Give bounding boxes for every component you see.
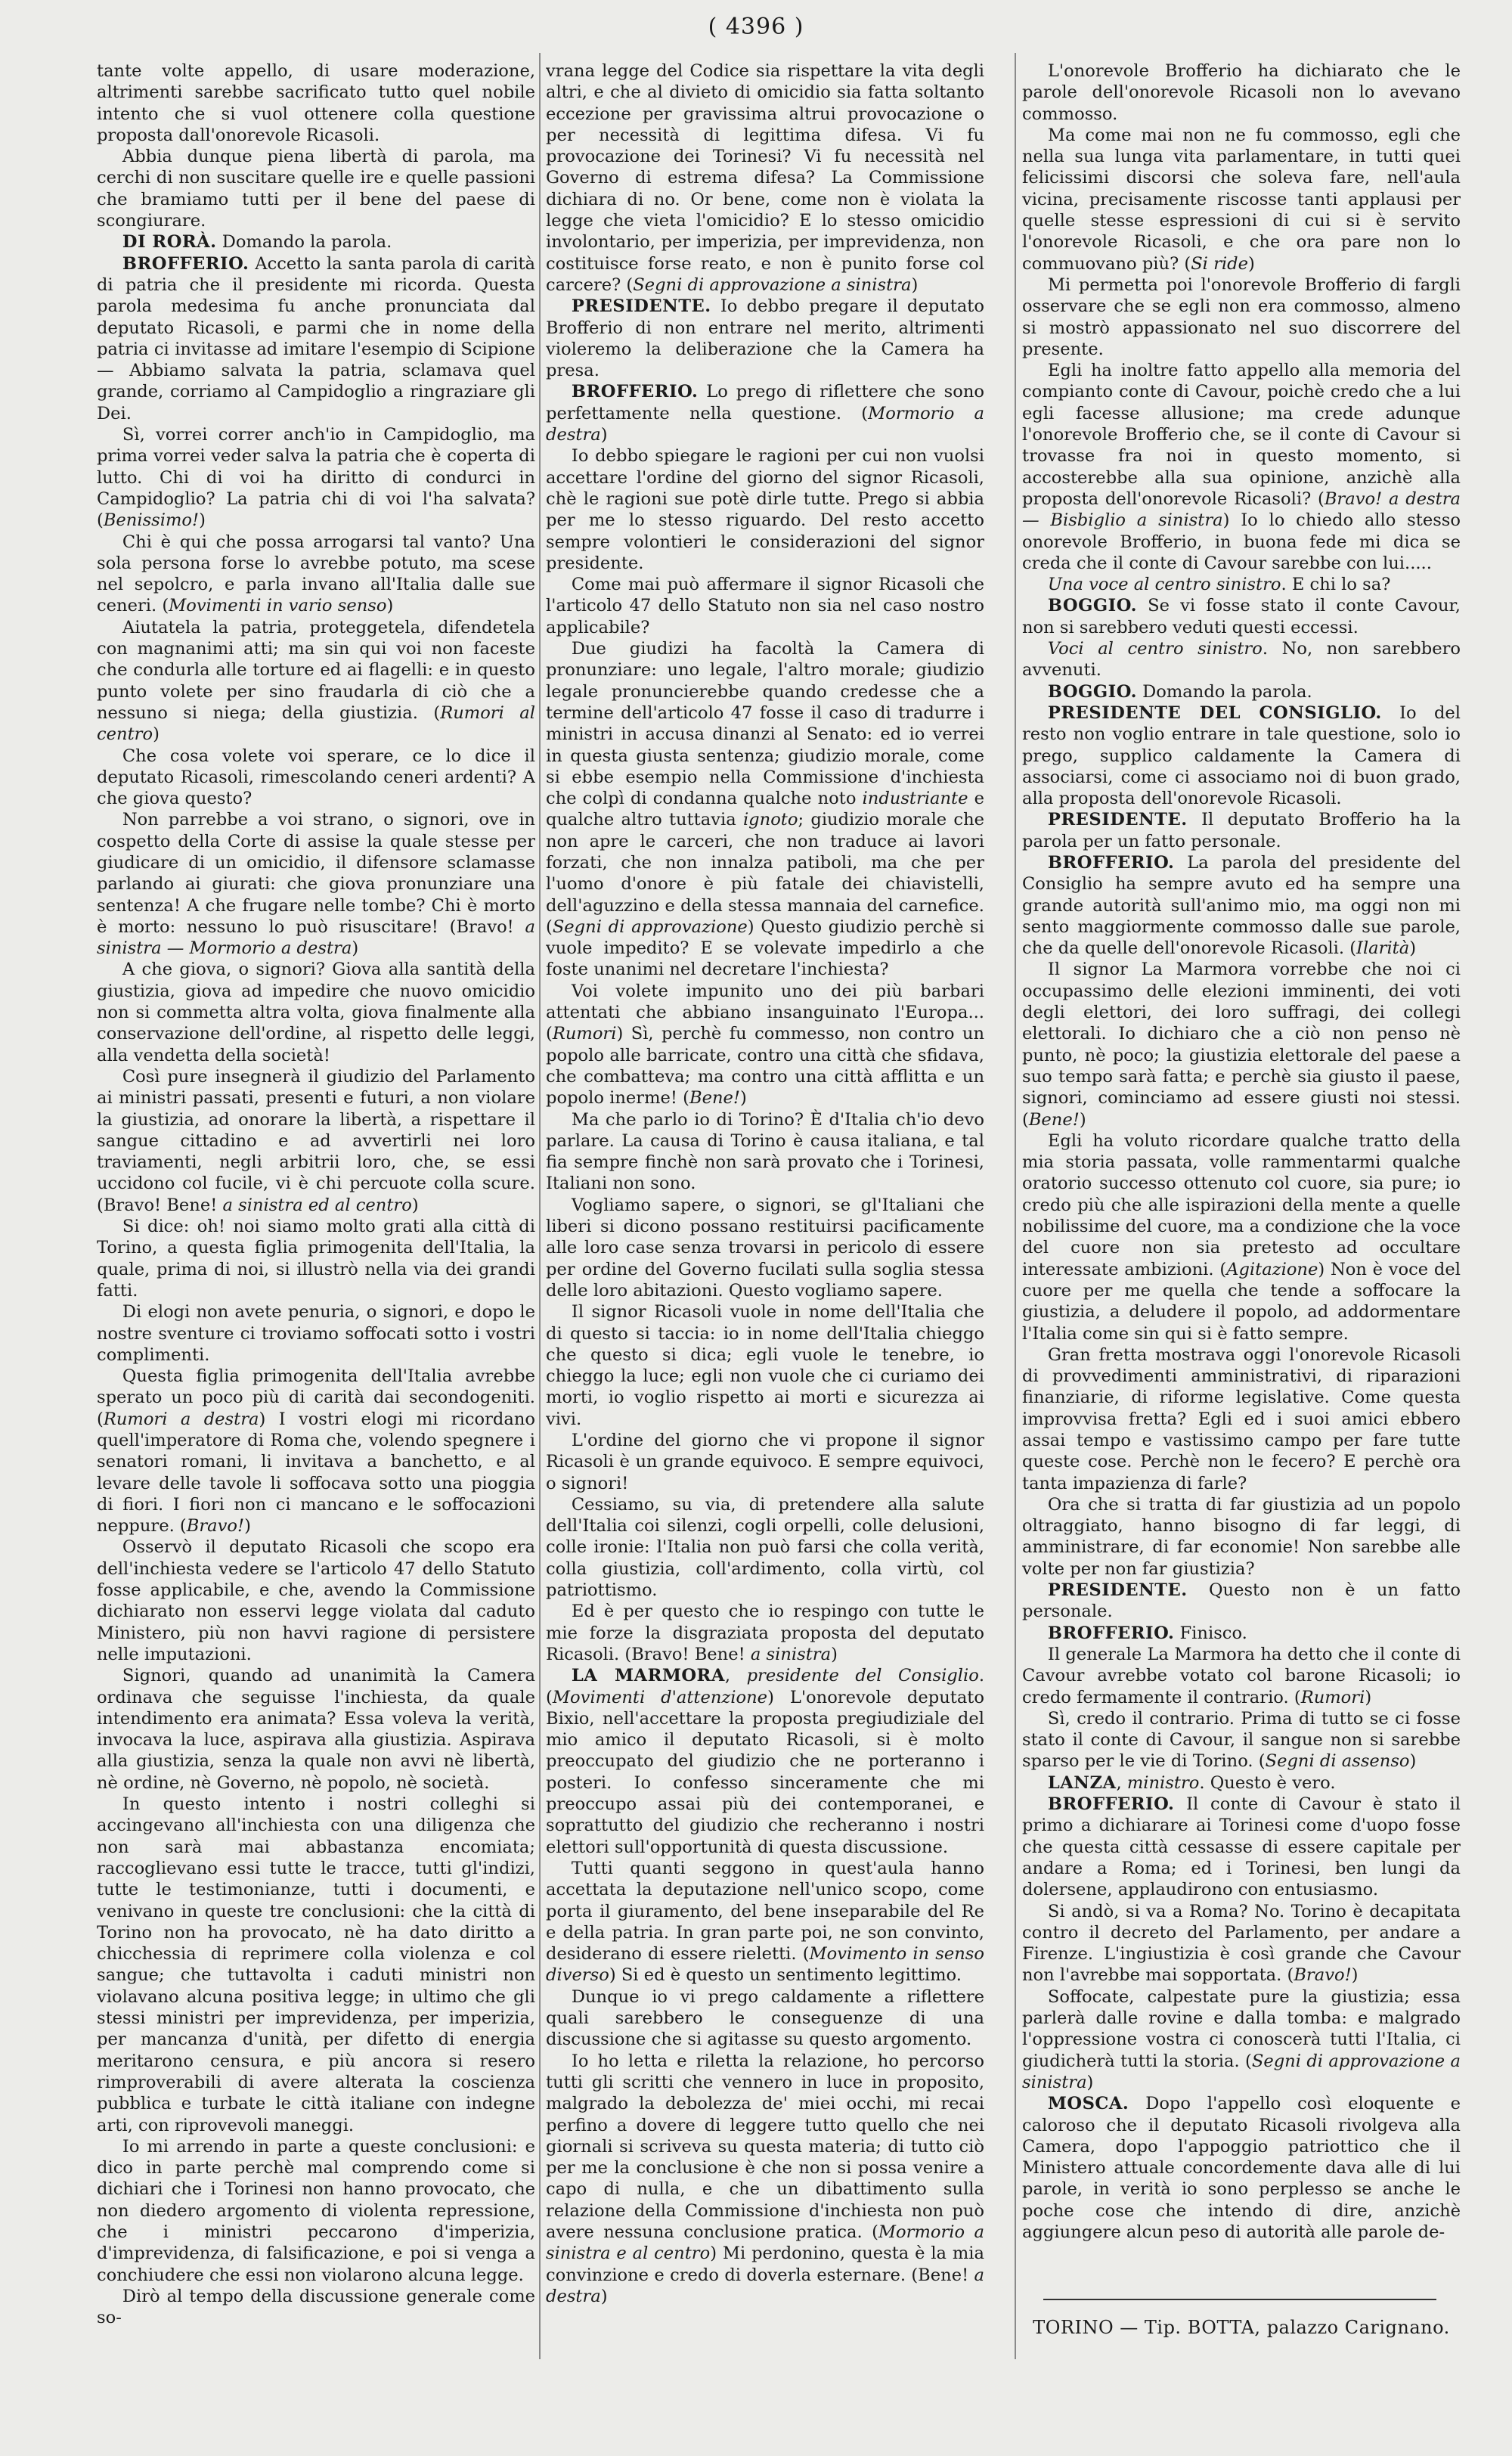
speaker-name: LA MARMORA <box>571 1666 725 1686</box>
paragraph-text: , <box>1116 1772 1127 1793</box>
paragraph <box>97 1665 535 1794</box>
paragraph <box>546 445 984 574</box>
paragraph <box>546 638 984 981</box>
paragraph-text: ; giudizio morale che non apre le carceri, che non traduce ai lavori forzati, che non innalza patiboli, ma che per l'uomo d'onore è più fatale dei chiavistelli, dell'aguzzino e della stessa mannaia del carnefice. ( <box>546 810 984 937</box>
paragraph-text: ) <box>1409 1751 1417 1772</box>
paragraph <box>1022 360 1461 574</box>
paragraph <box>97 1366 535 1537</box>
paragraph-text: Abbia dunque piena libertà di parola, ma cerchi di non suscitare quelle ire e quelle passioni che bramiamo tutti per il bene del paese di scongiurare. <box>97 147 535 231</box>
paragraph-text: Due giudizi ha facoltà la Camera di pronunziare: uno legale, l'altro morale; giudizio legale pronuncierebbe quando credesse che a termine dell'articolo 47 fosse il caso di tradurre i ministri in accusa dinanzi al Senato: ed io verrei in questa giusta sentenza; giudizio morale, come si ebbe esempio nella Commissione d'inchiesta che colpì di condanna qualche noto <box>546 639 984 809</box>
paragraph-text: , <box>724 1666 747 1686</box>
paragraph <box>1022 1772 1461 1794</box>
paragraph <box>1022 1986 1461 2093</box>
stage-direction: Mormorio a destra <box>546 403 984 445</box>
paragraph-text: ) <box>1247 253 1255 274</box>
paragraph-text: Dirò al tempo della discussione generale come so- <box>97 2286 535 2328</box>
stage-direction: Bene! <box>1028 1109 1080 1130</box>
paragraph <box>546 1494 984 1601</box>
speaker-name: BROFFERIO. <box>1047 852 1175 873</box>
paragraph <box>1022 2093 1461 2243</box>
paragraph-text: Io debbo pregare il deputato Brofferio di non entrare nel merito, altrimenti violeremo la deliberazione che la Camera ha presa. <box>546 296 984 381</box>
paragraph <box>97 959 535 1065</box>
paragraph <box>97 424 535 531</box>
paragraph-text: Io mi arrendo in parte a queste conclusioni: e dico in parte perchè mal comprendo come si dichiari che i Torinesi non hanno provocato, che non diedero argomento di violenta repressione, che i ministri peccarono d'imperizia, d'imprevidenza, di falsificazione, e poi si venga a conchiudere che essi non violarono alcuna legge. <box>97 2136 535 2285</box>
paragraph-text: ) <box>386 596 394 616</box>
paragraph <box>1022 1708 1461 1772</box>
paragraph-text: Questo non è un fatto personale. <box>1022 1580 1461 1622</box>
stage-direction: presidente del Consiglio <box>746 1666 979 1686</box>
paragraph-text: ) Si ed è questo un sentimento legittimo. <box>609 1965 962 1986</box>
speaker-name: BROFFERIO. <box>122 253 249 274</box>
speaker-name: BROFFERIO. <box>1047 1623 1175 1643</box>
speaker-name: PRESIDENTE DEL CONSIGLIO. <box>1047 702 1382 723</box>
paragraph <box>97 1537 535 1665</box>
paragraph-text: ) Mi perdonino, questa è la mia convinzione e credo di doverla esternare. (Bene! <box>546 2244 984 2285</box>
paragraph-text: Il conte di Cavour è stato il primo a dichiarare ai Torinesi come d'uopo fosse che questa città cessasse di essere capitale per andare a Roma; ed i Torinesi, ben lungi da dolersene, applaudirono con entusiasmo. <box>1022 1794 1461 1900</box>
paragraph-text: ) <box>911 274 919 295</box>
paragraph-text: vrana legge del Codice sia rispettare la vita degli altri, e che al divieto di omicidio sia fatta soltanto eccezione per gravissima altrui provocazione o per necessità di legittima difesa. Vi fu provocazione dei Torinesi? Vi fu necessità nel Governo di estrema difesa? La Commissione dichiara di no. Or bene, come non è violata la legge che vieta l'omicidio? E lo stesso omicidio involontario, per imperizia, per imprevidenza, non costituisce forse reato, e non è punito forse col carcere? ( <box>546 61 984 295</box>
stage-direction: Bene! <box>689 1088 740 1109</box>
paragraph <box>1022 638 1461 681</box>
paragraph-text: Tutti quanti seggono in quest'aula hanno accettata la deputazione nell'unico scopo, come porta il giuramento, del bene inseparabile del Re e della patria. In gran parte poi, ne son convinto, desiderano di essere rieletti. ( <box>546 1858 984 1964</box>
stage-direction: Segni di approvazione <box>552 916 748 937</box>
paragraph-text: Accetto la santa parola di carità di patria che il presidente mi ricorda. Questa parola medesima fu anche pronunciata dal deputato Ricasoli, e parmi che in nome della patria ci invitasse ad imitare l'esempio di Scipione — Abbiamo salvata la patria, sclamava quel grande, corriamo al Campidoglio a ringraziare gli Dei. <box>97 253 535 423</box>
paragraph <box>1022 1794 1461 1900</box>
stage-direction: Rumori al centro <box>97 702 535 745</box>
paragraph-text: Vogliamo sapere, o signori, se gl'Italiani che liberi si dicono possano restituirsi pacificamente alle loro case senza trovarsi in pericolo di essere per ordine del Governo fucilati sulla soglia stessa delle loro abitazioni. Questo vogliamo sapere. <box>546 1195 984 1301</box>
stage-direction: Agitazione <box>1226 1259 1318 1279</box>
speaker-name: MOSCA. <box>1047 2094 1129 2114</box>
paragraph <box>1022 125 1461 274</box>
paragraph <box>97 2286 535 2329</box>
paragraph <box>1022 1494 1461 1580</box>
speaker-name: BROFFERIO. <box>1047 1794 1175 1815</box>
paragraph <box>97 231 535 253</box>
paragraph-text: Io del resto non voglio entrare in tale questione, solo io prego, supplico caldamente la Camera di associarsi, come ci associamo noi di buon grado, alla proposta dell'onorevole Ricasoli. <box>1022 702 1461 809</box>
paragraph-text: Ora che si tratta di far giustizia ad un popolo oltraggiato, hanno bisogno di far leggi, di amministrare, di far economie! Non sarebbe alle volte per non far giustizia? <box>1022 1494 1461 1579</box>
paragraph <box>1022 1623 1461 1644</box>
stage-direction: Bravo! <box>1294 1965 1352 1986</box>
paragraph-text: ) <box>153 724 160 745</box>
stage-direction: Movimenti in vario senso <box>169 596 387 616</box>
stage-direction: Si ride <box>1191 253 1248 274</box>
paragraph-text: Soffocate, calpestate pure la giustizia; essa parlerà dalle rovine e dalla tomba: e malgrado l'oppressione vostra ci conoscerà tutti l'Italia, ci giudicherà tutti la storia. ( <box>1022 1986 1461 2071</box>
stage-direction: Rumori <box>1300 1687 1365 1707</box>
paragraph <box>546 2051 984 2308</box>
paragraph <box>1022 809 1461 852</box>
paragraph-text: Ma che parlo io di Torino? È d'Italia ch'io devo parlare. La causa di Torino è causa italiana, e tal fia sempre finchè non sarà provato che i Torinesi, Italiani non sono. <box>546 1109 984 1194</box>
paragraph <box>1022 574 1461 595</box>
paragraph-text: ) L'onorevole deputato Bixio, nell'accettare la proposta pregiudiziale del mio amico il deputato Ricasoli, si è molto preoccupato del giudizio che ne porteranno i posteri. Io confesso sinceramente che mi preoccupo assai più dei contemporanei, e soprattutto del giudizio che recheranno i nostri elettori sull'opportunità di questa discussione. <box>546 1687 984 1857</box>
stage-direction: Rumori <box>552 1024 617 1044</box>
paragraph <box>1022 1130 1461 1344</box>
paragraph <box>546 296 984 381</box>
paragraph-text: Egli ha voluto ricordare qualche tratto della mia storia passata, volle rammentarmi qualche oratorio successo ottenuto col cuore, sia pure; io credo più che alle ispirazioni della mente a quelle nobilissime del cuore, ma a condizione che la voce del cuore non sia pretesto ad occultare interessate ambizioni. ( <box>1022 1130 1461 1279</box>
paragraph-text: Aiutatela la patria, proteggetela, difendetela con magnanimi atti; ma sin qui voi non faceste che condurla alle torture ed ai flagelli: e in questo punto volete per sino fraudarla di ciò che a nessuno si niega; della giustizia. ( <box>97 617 535 723</box>
paragraph-text: Egli ha inoltre fatto appello alla memoria del compianto conte di Cavour, poichè credo che a lui egli facesse allusione; ma crede adunque l'onorevole Brofferio che, se il conte di Cavour si trovasse fra noi in questo momento, si accosterebbe alla sua opinione, anzichè alla proposta dell'onorevole Ricasoli? ( <box>1022 361 1461 509</box>
paragraph <box>546 381 984 445</box>
paragraph-text: ) Sì, perchè fu commesso, non contro un popolo alle barricate, contro una città che sfidava, che combatteva; ma contro una città afflitta e un popolo inerme! ( <box>546 1024 984 1109</box>
stage-direction: a sinistra <box>750 1644 832 1664</box>
paragraph-text: ) <box>739 1088 747 1109</box>
paragraph-text: ) I vostri elogi mi ricordano quell'imperatore di Roma che, volendo spegnere i senatori romani, li invitava a banchetto, e al levare delle tavole li soffocava sotto una pioggia di fiori. I fiori non ci mancano e le soffocazioni neppure. ( <box>97 1409 535 1537</box>
column-divider-2 <box>1015 53 1016 2359</box>
paragraph <box>546 1430 984 1494</box>
paragraph-text: L'ordine del giorno che vi propone il signor Ricasoli è un grande equivoco. E sempre equivoci, o signori! <box>546 1431 984 1493</box>
paragraph-text: Si dice: oh! noi siamo molto grati alla città di Torino, a questa figlia primogenita dell'Italia, la quale, prima di noi, si illustrò nella via dei grandi fatti. <box>97 1217 535 1301</box>
paragraph-text: ) <box>1351 1965 1359 1986</box>
paragraph <box>97 1301 535 1366</box>
paragraph <box>1022 852 1461 959</box>
text-column-right <box>1022 60 1461 2412</box>
paragraph <box>97 60 535 146</box>
paragraph-text: ) <box>411 1195 419 1215</box>
stage-direction: Rumori a destra <box>103 1409 259 1429</box>
paragraph-text: Mi permetta poi l'onorevole Brofferio di fargli osservare che se egli non era commosso, almeno si mostrò appassionato nel suo discorrere del presente. <box>1022 274 1461 359</box>
paragraph-text: Voi volete impunito uno dei più barbari attentati che abbiano insanguinato l'Europa... ( <box>546 981 984 1044</box>
paragraph-text: . ( <box>546 1666 984 1707</box>
paragraph-text: ) <box>199 510 206 531</box>
paragraph-text: e qualche altro tuttavia <box>546 789 984 830</box>
paragraph-text: . No, non sarebbero avvenuti. <box>1022 639 1461 681</box>
paragraph <box>97 1066 535 1216</box>
paragraph-text: ) <box>1079 1109 1086 1130</box>
speaker-name: PRESIDENTE. <box>1047 1580 1188 1601</box>
paragraph-text: ) Io lo chiedo allo stesso onorevole Brofferio, in buona fede mi dica se creda che il conte di Cavour sarebbe con lui..... <box>1022 510 1461 573</box>
stage-direction: Movimento in senso diverso <box>546 1944 984 1986</box>
paragraph-text: A che giova, o signori? Giova alla santità della giustizia, giova ad impedire che nuovo omicidio non si commetta altra volta, giova finalmente alla conservazione dell'ordine, al rispetto delle leggi, alla vendetta della società! <box>97 960 535 1065</box>
paragraph <box>97 253 535 424</box>
paragraph-text: Sì, credo il contrario. Prima di tutto se ci fosse stato il conte di Cavour, il sangue non si sarebbe sparso per le vie di Torino. ( <box>1022 1708 1461 1772</box>
paragraph-text: Dunque io vi prego caldamente a riflettere quali sarebbero le conseguenze di una discussione che si agitasse su questo argomento. <box>546 1986 984 2050</box>
column-divider-1 <box>539 53 541 2359</box>
paragraph <box>1022 60 1461 125</box>
paragraph-text: L'onorevole Brofferio ha dichiarato che le parole dell'onorevole Ricasoli non lo avevano commosso. <box>1022 61 1461 124</box>
stage-direction: Ilarità <box>1356 938 1410 959</box>
paragraph <box>546 1109 984 1195</box>
paragraph <box>1022 1580 1461 1623</box>
paragraph <box>546 1601 984 1665</box>
paragraph-text: In questo intento i nostri colleghi si accingevano all'inchiesta con una diligenza che non sarà mai abbastanza encomiata; raccoglievano essi tutte le tracce, tutti gl'indizi, tutte le testimonianze, tutti i documenti, e venivano in queste tre conclusioni: che la città di Torino non ha provocato, nè ha dato diritto a chicchessia di reprimere colla violenza e col sangue; che tuttavolta i caduti ministri non violavano alcuna positiva legge; in ultimo che gli stessi ministri per imprevidenza, per imperizia, per mancanza d'unità, per difetto di energia meritarono censura, e più ancora si resero rimproverabili di avere alterata la coscienza pubblica e turbate le città italiane con indegne arti, con riprovevoli maneggi. <box>97 1794 535 2135</box>
paragraph-text: ) <box>600 2286 608 2306</box>
paragraph <box>97 2136 535 2286</box>
stage-direction: Movimenti d'attenzione <box>552 1687 768 1707</box>
stage-direction: Bravo! a destra — Bisbiglio a sinistra <box>1022 488 1461 531</box>
page-number: ( 4396 ) <box>708 14 804 40</box>
paragraph <box>97 532 535 617</box>
paragraph <box>97 146 535 231</box>
paragraph-text: Di elogi non avete penuria, o signori, e dopo le nostre sventure ci troviamo soffocati sotto i vostri complimenti. <box>97 1302 535 1365</box>
speaker-name: BOGGIO. <box>1047 596 1137 616</box>
paragraph-text: Gran fretta mostrava oggi l'onorevole Ricasoli di provvedimenti amministrativi, di riparazioni finanziarie, di riforme legislative. Come questa improvvisa fretta? Egli ed i suoi amici ebbero assai tempo e vastissimo campo per fare tutte queste cose. Perchè non le fecero? E perchè ora tanta impazienza di farle? <box>1022 1344 1461 1493</box>
speaker-name: PRESIDENTE. <box>571 296 711 317</box>
speaker-name: BOGGIO. <box>1047 681 1137 702</box>
paragraph-text: Ed è per questo che io respingo con tutte le mie forze la disgraziata proposta del deputato Ricasoli. (Bravo! Bene! <box>546 1602 984 1664</box>
paragraph-text: Domando la parola. <box>216 232 392 253</box>
paragraph-text: Lo prego di riflettere che sono perfettamente nella questione. ( <box>546 382 984 423</box>
paragraph <box>1022 1644 1461 1708</box>
paragraph <box>546 1301 984 1430</box>
paragraph-text: Sì, vorrei correr anch'io in Campidoglio, ma prima vorrei veder salva la patria che è coperta di lutto. Chi di voi ha diritto di condurci in Campidoglio? La patria chi di voi l'ha salvata? ( <box>97 425 535 531</box>
paragraph-text: ) Non è voce del cuore per me quella che tende a soffocare la giustizia, a deludere il popolo, ad addormentare l'Italia come sin qui si è fatto sempre. <box>1022 1259 1461 1344</box>
paragraph-text: Come mai può affermare il signor Ricasoli che l'articolo 47 dello Statuto non sia nel caso nostro applicabile? <box>546 575 984 637</box>
paragraph-text: Non parrebbe a voi strano, o signori, ove in cospetto della Corte di assise la quale stesse per giudicare di un omicidio, il difensore sclamasse parlando ai giurati: che giova pronunziare una sentenza! A che frugare nelle tombe? Chi è morto è morto: nessuno lo può risuscitare! (Bravo! <box>97 810 535 937</box>
paragraph-text: Dopo l'appello così eloquente e caloroso che il deputato Ricasoli rivolgeva alla Camera, dopo l'appoggio patriottico che il Ministero attuale concordemente dava alle di lui parole, in verità io sono perplesso se anche le poche cose che intendo di dire, anzichè aggiungere alcun peso di autorità alle parole de- <box>1022 2094 1461 2242</box>
paragraph <box>546 1858 984 1986</box>
speaker-name: BROFFERIO. <box>571 382 699 402</box>
stage-direction: Bravo! <box>186 1516 245 1537</box>
paragraph-text: ) <box>1365 1687 1372 1707</box>
stage-direction: a sinistra ed al centro <box>222 1195 412 1215</box>
stage-direction: Una voce al centro sinistro <box>1047 575 1281 595</box>
paragraph-text: Che cosa volete voi sperare, ce lo dice il deputato Ricasoli, rimescolando ceneri ardenti? A che giova questo? <box>97 746 535 809</box>
paragraph-text: Cessiamo, su via, di pretendere alla salute dell'Italia coi silenzi, cogli orpelli, colle delusioni, colle ironie: l'Italia non può farsi che colla verità, colla giustizia, coll'ardimento, colla virtù, col patriottismo. <box>546 1494 984 1601</box>
paragraph <box>1022 959 1461 1130</box>
stage-direction: industriante <box>862 789 968 809</box>
paragraph-text: ) <box>831 1644 838 1664</box>
paragraph <box>1022 274 1461 360</box>
paragraph-text: . E chi lo sa? <box>1281 575 1391 595</box>
paragraph <box>546 1195 984 1301</box>
paragraph <box>546 60 984 296</box>
paragraph-text: Il generale La Marmora ha detto che il conte di Cavour avrebbe votato col barone Ricasoli; io credo fermamente il contrario. ( <box>1022 1644 1461 1707</box>
imprint-rule <box>1043 2299 1436 2300</box>
stage-direction: Benissimo! <box>103 510 200 531</box>
paragraph-text: Il signor La Marmora vorrebbe che noi ci occupassimo delle elezioni imminenti, dei voti degli elettori, dei loro suffragi, dei collegi elettorali. Io dichiaro che a ciò non penso nè punto, nè poco; la giustizia elettorale del paese a suo tempo sarà fatta; e perchè sia giusto il paese, signori, cominciamo ad essere giusti noi stessi. ( <box>1022 960 1461 1130</box>
paragraph <box>97 746 535 810</box>
paragraph-text: ) <box>352 938 359 959</box>
paragraph <box>97 1216 535 1301</box>
paragraph <box>97 617 535 746</box>
paragraph-text: Osservò il deputato Ricasoli che scopo era dell'inchiesta vedere se l'articolo 47 dello Statuto fosse applicabile, e che, avendo la Commissione dichiarato non esservi legge violata dal caduto Ministero, più non havvi ragione di persistere nelle imputazioni. <box>97 1537 535 1664</box>
paragraph <box>1022 1901 1461 1986</box>
stage-direction: a destra <box>546 2265 984 2306</box>
paragraph-text: Domando la parola. <box>1136 681 1312 702</box>
speaker-name: DI RORÀ. <box>122 232 217 253</box>
paragraph <box>1022 702 1461 809</box>
paragraph-text: Signori, quando ad unanimità la Camera ordinava che seguisse l'inchiesta, da quale intendimento era animata? Essa voleva la verità, invocava la luce, aspirava alla giustizia. Aspirava alla giustizia, senza la quale non avvi nè libertà, nè ordine, nè Governo, nè popolo, nè società. <box>97 1666 535 1793</box>
paragraph-text: ) <box>1086 2072 1094 2092</box>
stage-direction: Segni di assenso <box>1265 1751 1410 1772</box>
paragraph <box>546 574 984 638</box>
text-column-left <box>97 60 535 2412</box>
paragraph-text: ) <box>1409 938 1417 959</box>
text-column-middle <box>546 60 984 2412</box>
paragraph-text: Così pure insegnerà il giudizio del Parlamento ai ministri passati, presenti e futuri, a non violare la giustizia, ad onorare la libertà, a rispettare il sangue cittadino e ad avvertirli nei loro traviamenti, negli arbitrii loro, che, se essi uccidono col fucile, vi è chi percuote colla scure. (Bravo! Bene! <box>97 1066 535 1215</box>
paragraph-text: ) Questo giudizio perchè si vuole impedito? E se volevate impedirlo a che foste unanimi nel decretare l'inchiesta? <box>546 916 984 980</box>
paragraph-text: Il signor Ricasoli vuole in nome dell'Italia che di questo si taccia: io in nome dell'Italia chieggo che questo si dica; egli vuole le tenebre, io chieggo la luce; egli non vuole che ci curiamo dei morti, io voglio rispetto ai morti e sicurezza ai vivi. <box>546 1302 984 1429</box>
paragraph <box>1022 681 1461 702</box>
stage-direction: Voci al centro sinistro <box>1047 639 1263 659</box>
paragraph-text: Questa figlia primogenita dell'Italia avrebbe sperato un poco più di carità dai secondogeniti. ( <box>97 1366 535 1429</box>
paragraph-text: La parola del presidente del Consiglio ha sempre avuto ed ha sempre una grande autorità sull'animo mio, ma oggi non mi sento maggiormente commosso dalle sue parole, che da quelle dell'onorevole Ricasoli. ( <box>1022 852 1461 959</box>
paragraph-text: Io ho letta e riletta la relazione, ho percorso tutti gli scritti che vennero in luce in proposito, malgrado la debolezza de' miei occhi, mi recai perfino a dovere di leggere tutto quello che nei giornali si scriveva su questa materia; di tutto ciò per me la conclusione è che non si possa venire a capo di nulla, e che un dibattimento sulla relazione della Commissione d'inchiesta non può avere nessuna conclusione pratica. ( <box>546 2051 984 2242</box>
paragraph-text: Ma come mai non ne fu commosso, egli che nella sua lunga vita parlamentare, in tutti quei felicissimi discorsi che soleva fare, nell'aula vicina, precisamente riscosse tanti applausi per quelle stesse espressioni di cui si è servito l'onorevole Ricasoli, e che ora pare non lo commuovano più? ( <box>1022 125 1461 274</box>
paragraph-text: Si andò, si va a Roma? No. Torino è decapitata contro il decreto del Parlamento, per andare a Firenze. L'ingiustizia è così grande che Cavour non l'avrebbe mai sopportata. ( <box>1022 1901 1461 1986</box>
paragraph <box>1022 1344 1461 1494</box>
paragraph <box>546 1665 984 1858</box>
paragraph-text: Chi è qui che possa arrogarsi tal vanto? Una sola persona forse lo avrebbe potuto, ma scese nel sepolcro, e parla invano all'Italia dalle sue ceneri. ( <box>97 532 535 616</box>
paragraph-text: tante volte appello, di usare moderazione, altrimenti sarebbe sacrificato tutto quel nobile intento che si vuol ottenere colla questione proposta dall'onorevole Ricasoli. <box>97 61 535 145</box>
paragraph-text: Finisco. <box>1174 1623 1247 1643</box>
paragraph <box>97 1794 535 2136</box>
stage-direction: Segni di approvazione a sinistra <box>633 274 912 295</box>
printer-imprint: TORINO — Tip. BOTTA, palazzo Carignano. <box>1033 2317 1450 2338</box>
paragraph <box>1022 595 1461 638</box>
speaker-name: LANZA <box>1047 1772 1117 1793</box>
stage-direction: ministro <box>1126 1772 1200 1793</box>
stage-direction: Mormorio a sinistra e al centro <box>546 2222 984 2264</box>
paragraph-text: Io debbo spiegare le ragioni per cui non vuolsi accettare l'ordine del giorno del signor Ricasoli, chè le ragioni sue potè dirle tutte. Prego si abbia per me lo stesso riguardo. Del resto accetto sempre volontieri le considerazioni del signor presidente. <box>546 446 984 573</box>
paragraph <box>546 1986 984 2051</box>
paragraph-text: . Questo è vero. <box>1199 1772 1336 1793</box>
paragraph <box>546 981 984 1109</box>
paragraph-text: ) <box>600 425 608 445</box>
stage-direction: ignoto <box>742 810 798 830</box>
speaker-name: PRESIDENTE. <box>1047 810 1188 830</box>
paragraph-text: ) <box>244 1516 251 1537</box>
paragraph-text: Se vi fosse stato il conte Cavour, non si sarebbero veduti questi eccessi. <box>1022 596 1461 637</box>
paragraph <box>97 809 535 959</box>
stage-direction: a sinistra — Mormorio a destra <box>97 916 535 959</box>
stage-direction: Segni di approvazione a sinistra <box>1022 2051 1461 2092</box>
paragraph-text: Il deputato Brofferio ha la parola per un fatto personale. <box>1022 810 1461 851</box>
